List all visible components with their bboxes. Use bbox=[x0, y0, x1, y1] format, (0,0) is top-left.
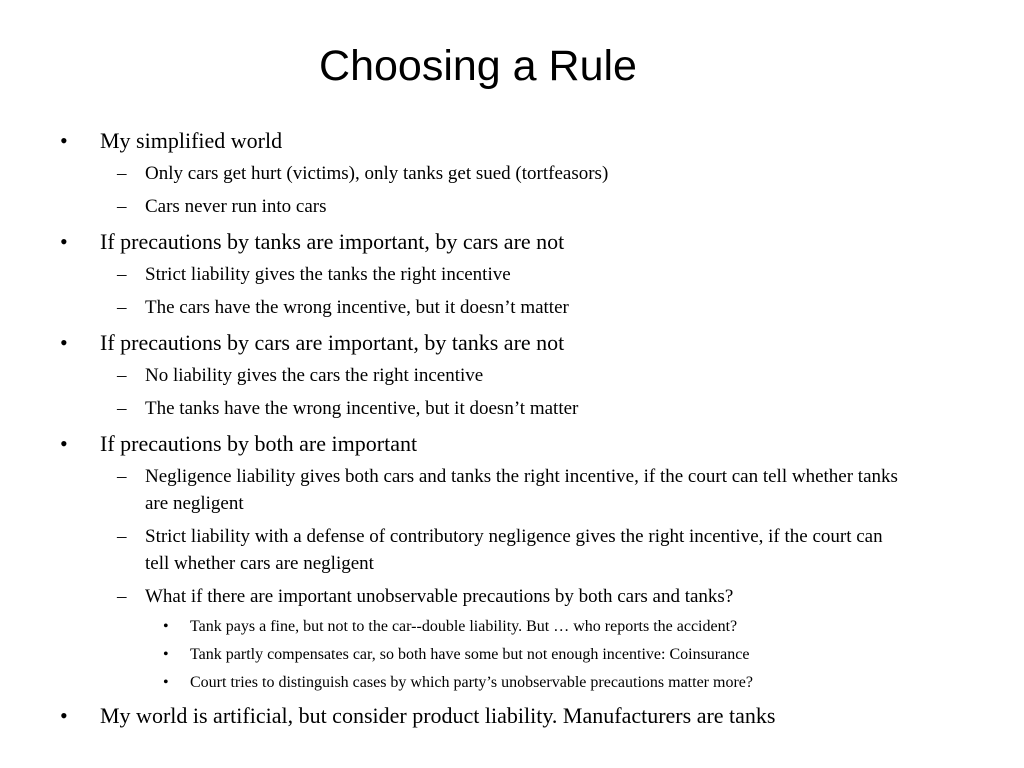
sub-sub-bullet-item bbox=[60, 672, 940, 694]
sub-sub-bullet-text: Tank pays a fine, but not to the car--double liability. But … who reports the accident? bbox=[190, 618, 738, 635]
sub-bullet-item bbox=[60, 160, 910, 187]
sub-bullet-item bbox=[60, 294, 910, 321]
bullet-marker: • bbox=[60, 128, 68, 153]
sub-sub-bullet-text: Tank partly compensates car, so both have some but not enough incentive: Coinsurance bbox=[190, 646, 750, 663]
bullet-text: My simplified world bbox=[100, 128, 283, 153]
sub-sub-bullet-item bbox=[60, 616, 940, 638]
sub-bullet-item bbox=[60, 523, 910, 577]
sub-bullet-text: Only cars get hurt (victims), only tanks get sued (tortfeasors) bbox=[145, 163, 609, 184]
bullet-marker: • bbox=[60, 330, 68, 355]
bullet-text: If precautions by tanks are important, by cars are not bbox=[100, 229, 565, 254]
bullet-marker: • bbox=[60, 229, 68, 254]
bullet-marker: • bbox=[60, 431, 68, 456]
sub-bullet-text: The cars have the wrong incentive, but it doesn’t matter bbox=[145, 297, 569, 318]
dash-marker: – bbox=[117, 586, 127, 607]
sub-bullet-text: The tanks have the wrong incentive, but it doesn’t matter bbox=[145, 398, 579, 419]
sub-bullet-text: No liability gives the cars the right incentive bbox=[145, 365, 484, 386]
sub-bullet-text: Strict liability with a defense of contributory negligence gives the right incentive, if the court can tell whether cars are negligent bbox=[145, 526, 883, 574]
dash-marker: – bbox=[117, 163, 127, 184]
dash-marker: – bbox=[117, 365, 127, 386]
sub-bullet-item bbox=[60, 193, 910, 220]
slide-title: Choosing a Rule bbox=[319, 42, 637, 90]
bullet-item bbox=[60, 127, 940, 154]
sub-sub-bullet-item bbox=[60, 644, 940, 666]
bullet-item bbox=[60, 329, 940, 356]
bullet-marker: • bbox=[163, 618, 169, 635]
sub-bullet-text: Cars never run into cars bbox=[145, 196, 327, 217]
dash-marker: – bbox=[117, 526, 127, 547]
dash-marker: – bbox=[117, 264, 127, 285]
bullet-text: If precautions by cars are important, by tanks are not bbox=[100, 330, 565, 355]
bullet-marker: • bbox=[163, 674, 169, 691]
sub-bullet-text: Negligence liability gives both cars and tanks the right incentive, if the court can tell whether tanks are negligent bbox=[145, 466, 898, 514]
sub-bullet-item bbox=[60, 261, 910, 288]
bullet-item bbox=[60, 228, 940, 255]
dash-marker: – bbox=[117, 297, 127, 318]
sub-bullet-item bbox=[60, 362, 910, 389]
dash-marker: – bbox=[117, 196, 127, 217]
bullet-outline bbox=[60, 127, 940, 729]
bullet-text: If precautions by both are important bbox=[100, 431, 418, 456]
dash-marker: – bbox=[117, 398, 127, 419]
bullet-item bbox=[60, 430, 940, 457]
bullet-marker: • bbox=[60, 703, 68, 728]
sub-bullet-item bbox=[60, 583, 910, 610]
bullet-item bbox=[60, 702, 940, 729]
sub-bullet-text: What if there are important unobservable precautions by both cars and tanks? bbox=[145, 586, 734, 607]
sub-bullet-item bbox=[60, 463, 910, 517]
sub-bullet-text: Strict liability gives the tanks the right incentive bbox=[145, 264, 511, 285]
dash-marker: – bbox=[117, 466, 127, 487]
sub-bullet-item bbox=[60, 395, 910, 422]
sub-sub-bullet-text: Court tries to distinguish cases by which party’s unobservable precautions matter more? bbox=[190, 674, 753, 691]
bullet-text: My world is artificial, but consider product liability. Manufacturers are tanks bbox=[100, 703, 776, 728]
bullet-marker: • bbox=[163, 646, 169, 663]
